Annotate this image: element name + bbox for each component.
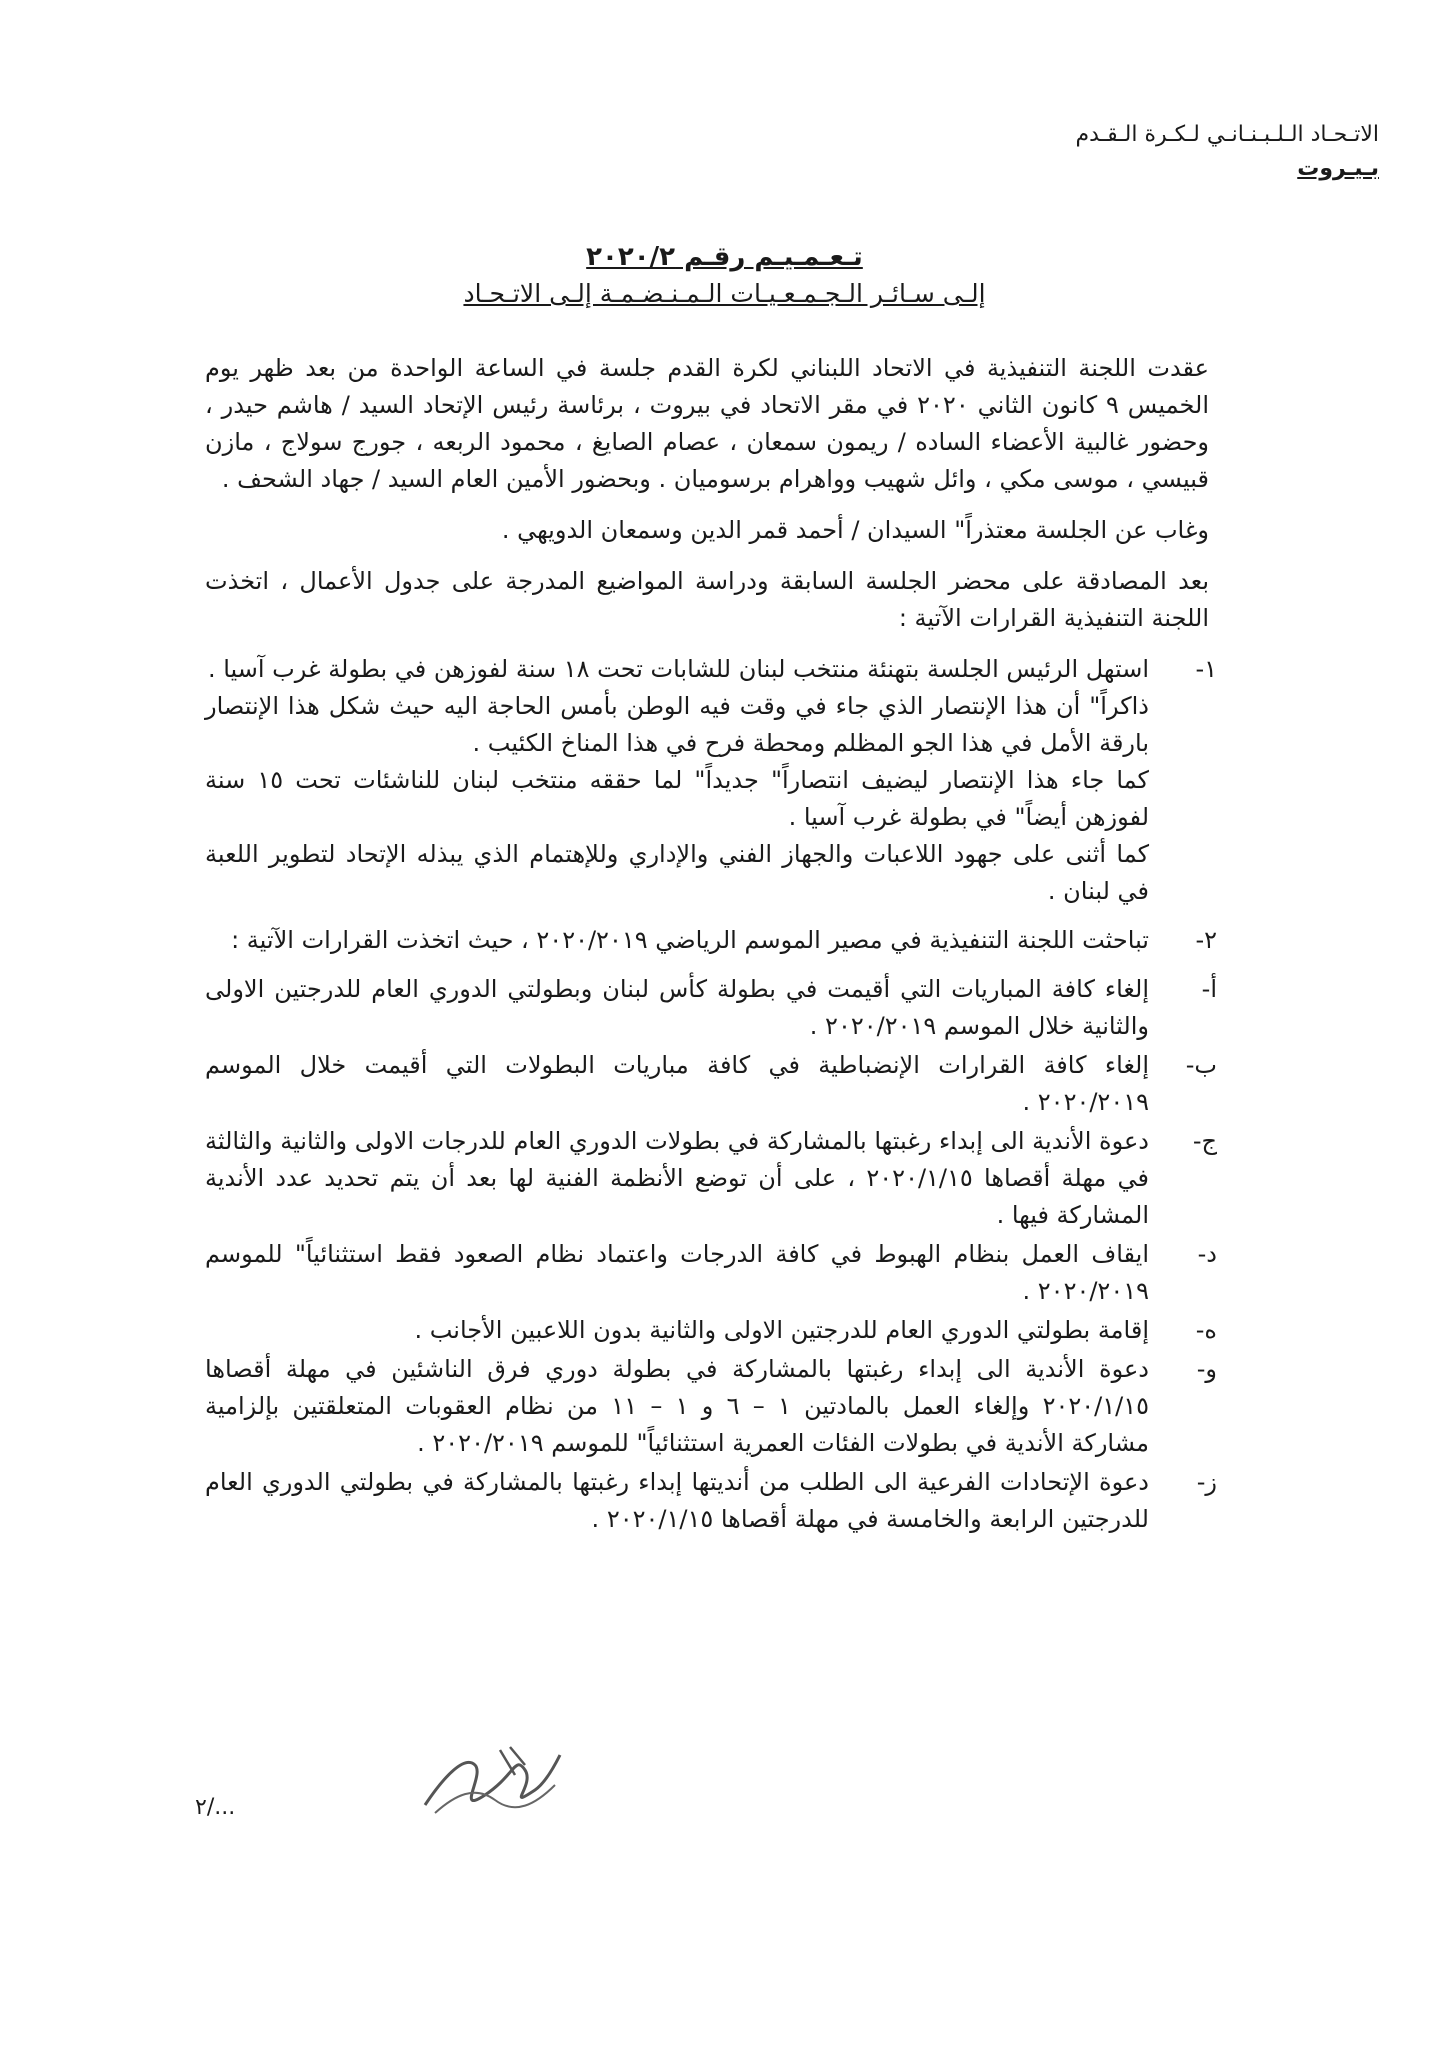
circular-title: تـعـمـيـم رقـم ٢٠٢٠/٢: [586, 242, 863, 272]
sub-item: [205, 1123, 1217, 1234]
city-name: بـيـروت: [1297, 156, 1379, 181]
sub-item: [205, 1312, 1217, 1349]
decision-item-1: [205, 651, 1217, 910]
sub-item-text: دعوة الأندية الى إبداء رغبتها بالمشاركة في بطولة دوري فرق الناشئين في مهلة أقصاها ٢٠٢٠/١/١٥ وإلغاء العمل بالمادتين ١ – ٦ و ١ – ١١ من نظام العقوبات المتعلقتين بإلزامية مشاركة الأندية في بطولات الفئات العمرية استثنائياً" للموسم ٢٠٢٠/٢٠١٩ .: [205, 1355, 1149, 1457]
decisions-intro-paragraph: بعد المصادقة على محضر الجلسة السابقة ودراسة المواضيع المدرجة على جدول الأعمال ، اتخذت اللجنة التنفيذية القرارات الآتية :: [205, 567, 1209, 632]
sub-item-text: إلغاء كافة القرارات الإنضباطية في كافة مباريات البطولات التي أقيمت خلال الموسم ٢٠٢٠/٢٠١٩ .: [205, 1051, 1149, 1116]
absence-paragraph: وغاب عن الجلسة معتذراً" السيدان / أحمد قمر الدين وسمعان الدويهي .: [501, 516, 1209, 544]
circular-subtitle: إلـى سـائـر الـجـمـعـيـات الـمـنـضـمـة إلـى الاتـحـاد: [463, 279, 986, 308]
sub-item-text: ايقاف العمل بنظام الهبوط في كافة الدرجات واعتماد نظام الصعود فقط استثنائياً" للموسم ٢٠٢٠/٢٠١٩ .: [205, 1240, 1149, 1305]
sub-item-mark: ز-: [1196, 1468, 1217, 1496]
sub-item-text: دعوة الأندية الى إبداء رغبتها بالمشاركة في بطولات الدوري العام للدرجات الاولى والثانية والثالثة في مهلة أقصاها ٢٠٢٠/١/١٥ ، على أن توضع الأنظمة الفنية لها بعد أن يتم تحديد عدد الأندية المشاركة فيها .: [205, 1127, 1150, 1229]
sub-item: [205, 1047, 1217, 1121]
organization-name: الاتـحـاد الـلـبـنـانـي لـكـرة الـقـدم: [1075, 122, 1379, 147]
sub-item-mark: ج-: [1192, 1127, 1217, 1155]
item-number: ١-: [1195, 655, 1217, 683]
sub-item: [205, 971, 1217, 1045]
sub-item-mark: ب-: [1185, 1051, 1217, 1079]
letterhead: [1075, 118, 1379, 186]
sub-item: [205, 1236, 1217, 1310]
page-continuation-marker: ٢/...: [195, 1795, 236, 1820]
signature-icon: [415, 1735, 565, 1825]
item-line: ذاكراً" أن هذا الإنتصار الذي جاء في وقت فيه الوطن بأمس الحاجة اليه حيث شكل هذا الإنتصار بارقة الأمل في هذا الجو المظلم ومحطة فرح في هذا المناخ الكئيب .: [205, 692, 1149, 757]
item-line: كما أثنى على جهود اللاعبات والجهاز الفني والإداري وللإهتمام الذي يبذله الإتحاد لتطوير اللعبة في لبنان .: [205, 840, 1149, 905]
sub-item-mark: د-: [1197, 1240, 1217, 1268]
item-intro: تباحثت اللجنة التنفيذية في مصير الموسم الرياضي ٢٠٢٠/٢٠١٩ ، حيث اتخذت القرارات الآتية :: [231, 926, 1149, 954]
item-line: استهل الرئيس الجلسة بتهنئة منتخب لبنان للشابات تحت ١٨ سنة لفوزهن في بطولة غرب آسيا .: [207, 655, 1149, 683]
item-line: كما جاء هذا الإنتصار ليضيف انتصاراً" جديداً" لما حققه منتخب لبنان للناشئات تحت ١٥ سنة لفوزهن أيضاً" في بطولة غرب آسيا .: [205, 766, 1149, 831]
title-block: [0, 238, 1449, 312]
sub-item-text: دعوة الإتحادات الفرعية الى الطلب من أنديتها إبداء رغبتها بالمشاركة في بطولتي الدوري العام للدرجتين الرابعة والخامسة في مهلة أقصاها ٢٠٢٠/١/١٥ .: [205, 1468, 1149, 1533]
sub-item-mark: أ-: [1201, 975, 1217, 1003]
meeting-paragraph: عقدت اللجنة التنفيذية في الاتحاد اللبناني لكرة القدم جلسة في الساعة الواحدة من بعد ظهر يوم الخميس ٩ كانون الثاني ٢٠٢٠ في مقر الاتحاد في بيروت ، برئاسة رئيس الإتحاد السيد / هاشم حيدر ، وحضور غالبية الأعضاء الساده / ريمون سمعان ، عصام الصايغ ، محمود الربعه ، جورج سولاج ، مازن قبيسي ، موسى مكي ، وائل شهيب وواهرام برسوميان . وبحضور الأمين العام السيد / جهاد الشحف .: [205, 354, 1209, 493]
sub-item-text: إقامة بطولتي الدوري العام للدرجتين الاولى والثانية بدون اللاعبين الأجانب .: [414, 1316, 1149, 1344]
sub-item: [205, 1464, 1217, 1538]
sub-item-mark: ه-: [1195, 1316, 1217, 1344]
document-body: [205, 350, 1217, 1540]
sub-item-mark: و-: [1196, 1355, 1217, 1383]
item-number: ٢-: [1195, 926, 1217, 954]
decision-item-2: [205, 922, 1217, 959]
sub-item-text: إلغاء كافة المباريات التي أقيمت في بطولة كأس لبنان وبطولتي الدوري العام للدرجتين الاولى والثانية خلال الموسم ٢٠٢٠/٢٠١٩ .: [205, 975, 1149, 1040]
sub-item: [205, 1351, 1217, 1462]
